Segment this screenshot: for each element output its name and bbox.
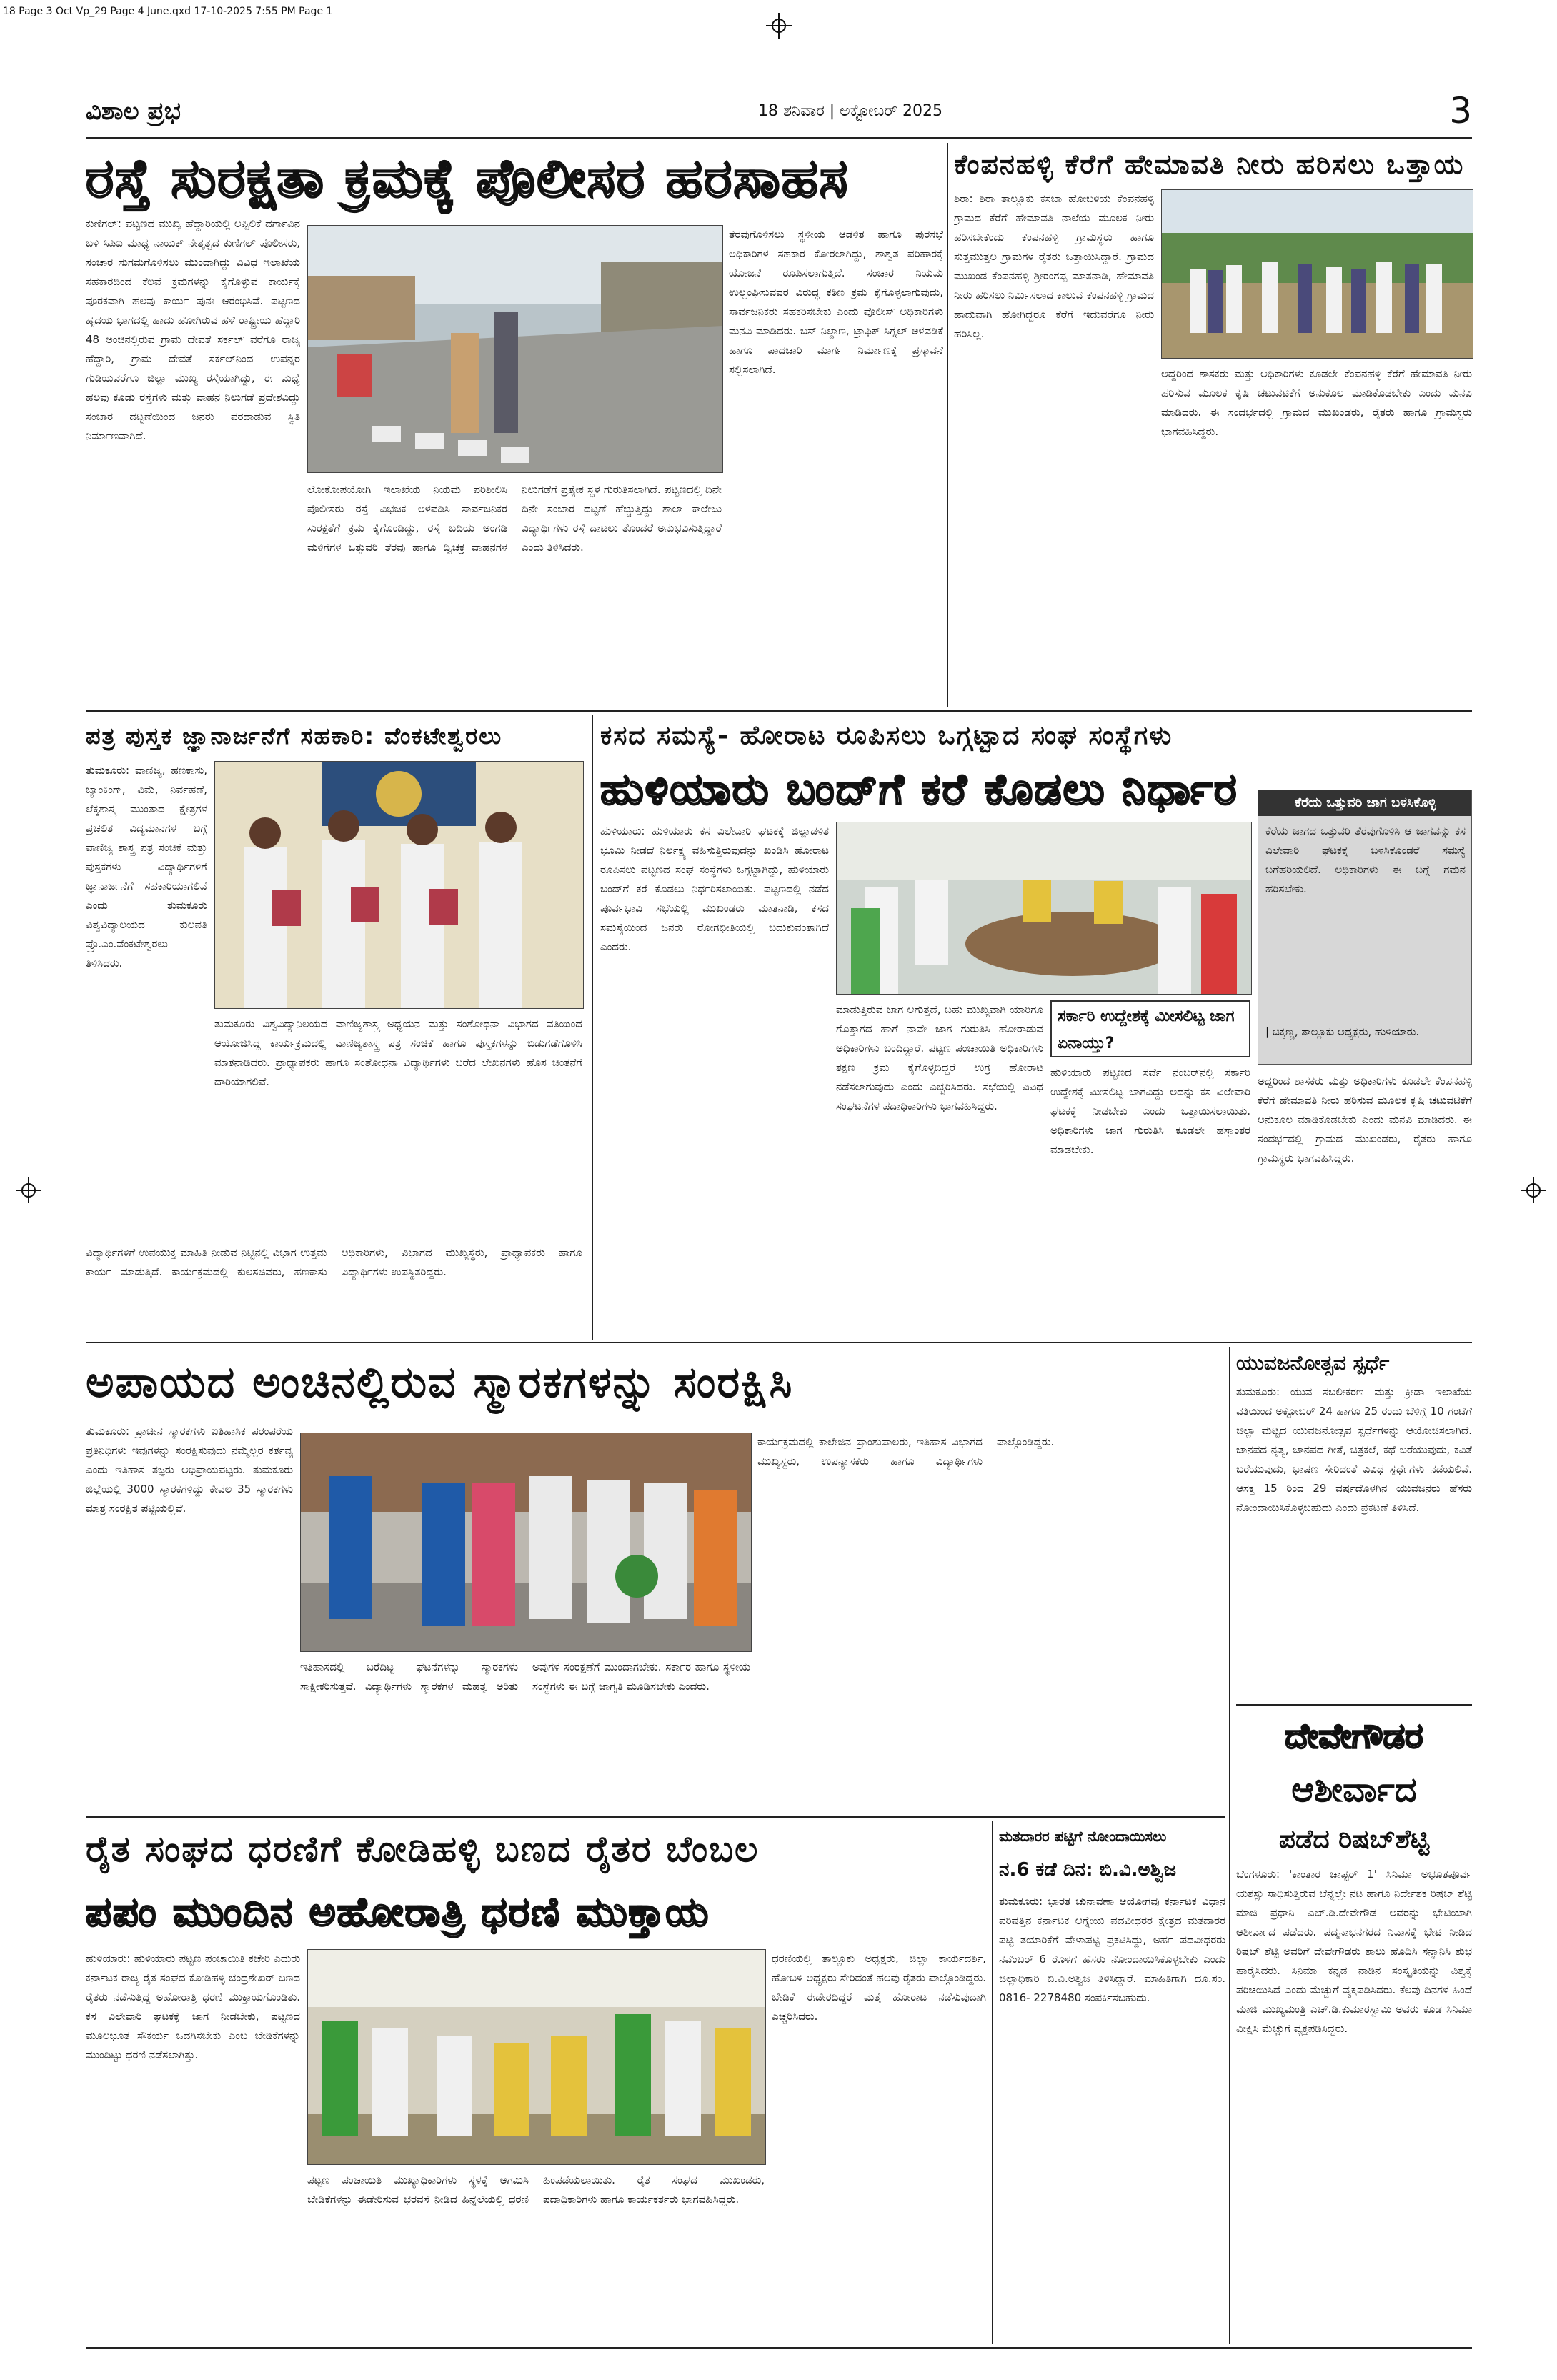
horizontal-rule-2 (86, 1342, 1472, 1343)
farmers-protest-photo (1161, 189, 1473, 359)
devegowda-headline-3: ಪಡೆದ ರಿಷಬ್‌ಶೆಟ್ಟಿ (1278, 1825, 1430, 1854)
monuments-body-3: ಕಾರ್ಯಕ್ರಮದಲ್ಲಿ ಕಾಲೇಜಿನ ಪ್ರಾಂಶುಪಾಲರು, ಇತಿಹಾಸ ವಿಭಾಗದ ಮುಖ್ಯಸ್ಥರು, ಉಪನ್ಯಾಸಕರು ಹಾಗೂ ವಿದ್ಯಾರ್ಥಿಗಳು ಪಾಲ್ಗೊಂಡಿದ್ದರು. (757, 1435, 1055, 1468)
farmers-body-2: ಪಟ್ಟಣ ಪಂಚಾಯಿತಿ ಮುಖ್ಯಾಧಿಕಾರಿಗಳು ಸ್ಥಳಕ್ಕೆ ಆಗಮಿಸಿ ಬೇಡಿಕೆಗಳನ್ನು ಈಡೇರಿಸುವ ಭರವಸೆ ನೀಡಿದ ಹಿನ್ನೆಲೆಯಲ್ಲಿ ಧರಣಿ ಹಿಂಪಡೆಯಲಾಯಿತು. ರೈತ ಸಂಘದ ಮುಖಂಡರು, ಪದಾಧಿಕಾರಿಗಳು ಹಾಗೂ ಕಾರ್ಯಕರ್ತರು ಭಾಗವಹಿಸಿದ್ದರು. (307, 2174, 765, 2206)
voters-headline: ನ.6 ಕಡೆ ದಿನ: ಬಿ.ವಿ.ಅಶ್ವಿಜ (999, 1859, 1177, 1881)
column-rule-3 (1229, 1347, 1230, 2344)
road-safety-body-3: ತೆರವುಗೊಳಿಸಲು ಸ್ಥಳೀಯ ಆಡಳಿತ ಹಾಗೂ ಪುರಸಭೆ ಅಧಿಕಾರಿಗಳ ಸಹಕಾರ ಕೋರಲಾಗಿದ್ದು, ಶಾಶ್ವತ ಪರಿಹಾರಕ್ಕೆ ಯೋಜನೆ ರೂಪಿಸಲಾಗುತ್ತಿದೆ. ಸಂಚಾರ ನಿಯಮ ಉಲ್ಲಂಘಿಸುವವರ ವಿರುದ್ಧ ಕಠಿಣ ಕ್ರಮ ಕೈಗೊಳ್ಳಲಾಗುವುದು, ಸಾರ್ವಜನಿಕರು ಸಹಕರಿಸಬೇಕು ಎಂದು ಪೊಲೀಸ್ ಅಧಿಕಾರಿಗಳು ಮನವಿ ಮಾಡಿದರು. ಬಸ್ ನಿಲ್ದಾಣ, ಟ್ರಾಫಿಕ್ ಸಿಗ್ನಲ್ ಅಳವಡಿಕೆ ಹಾಗೂ ಪಾದಚಾರಿ ಮಾರ್ಗ ನಿರ್ಮಾಣಕ್ಕೆ ಪ್ರಸ್ತಾವನೆ ಸಲ್ಲಿಸಲಾಗಿದೆ. (729, 228, 943, 376)
monuments-body-1: ತುಮಕೂರು: ಪ್ರಾಚೀನ ಸ್ಮಾರಕಗಳು ಐತಿಹಾಸಿಕ ಪರಂಪರೆಯ ಪ್ರತಿನಿಧಿಗಳು ಇವುಗಳನ್ನು ಸಂರಕ್ಷಿಸುವುದು ನಮ್ಮೆಲ್ಲರ ಕರ್ತವ್ಯ ಎಂದು ಇತಿಹಾಸ ತಜ್ಞರು ಅಭಿಪ್ರಾಯಪಟ್ಟರು. ತುಮಕೂರು ಜಿಲ್ಲೆಯಲ್ಲಿ 3000 ಸ್ಮಾರಕಗಳಿದ್ದು ಕೇವಲ 35 ಸ್ಮಾರಕಗಳು ಮಾತ್ರ ಸಂರಕ್ಷಿತ ಪಟ್ಟಿಯಲ್ಲಿವೆ. (86, 1425, 293, 1515)
road-safety-body-1: ಕುಣಿಗಲ್: ಪಟ್ಟಣದ ಮುಖ್ಯ ಹೆದ್ದಾರಿಯಲ್ಲಿ ಅಪ್ಪಿಲಿಕೆ ದರ್ಗಾವಿನ ಬಳಿ ಸಿಪಿಐ ಮಾಧ್ಯ ನಾಯಕ್ ನೇತೃತ್ವದ ಕುಣಿಗಲ್ ಪೊಲೀಸರು, ಸಂಚಾರ ಸುಗಮಗೊಳಿಸಲು ಮುಂದಾಗಿದ್ದು ವಿವಿಧ ಇಲಾಖೆಯ ಸಹಕಾರದಿಂದ ಕೆಲವೆ ಕ್ರಮಗಳನ್ನು ಕೈಗೊಳ್ಳುವ ಕಾರ್ಯಕ್ಕೆ ಪೂರಕವಾಗಿ ಹಲವು ಕಾರ್ಯ ಪುನಃ ಆರಂಭಿಸಿವೆ. ಪಟ್ಟಣದ ಹೃದಯ ಭಾಗದಲ್ಲಿ ಹಾದು ಹೋಗಿರುವ ಹಳೆ ರಾಷ್ಟ್ರೀಯ ಹೆದ್ದಾರಿ 48 ಅಂಚಿನಲ್ಲಿರುವ ಗ್ರಾಮ ದೇವತೆ ಸರ್ಕಲ್ ವರೆಗೂ ರಾಜ್ಯ ಹೆದ್ದಾರಿ, ಗ್ರಾಮ ದೇವತೆ ಸರ್ಕಲ್‌ನಿಂದ ಉಪನ್ನರ ಗುಡಿಯವರೆಗೂ ಜಿಲ್ಲಾ ಮುಖ್ಯ ರಸ್ತೆಯಾಗಿದ್ದು, ಈ ಮಧ್ಯೆ ಹಲವು ಕೂಡು ರಸ್ತೆಗಳು ಮತ್ತು ವಾಹನ ನಿಲುಗಡೆ ಪ್ರದೇಶವಿದ್ದು ಸಂಚಾರ ದಟ್ಟಣೆಯಿಂದ ಜನರು ಪರದಾಡುವ ಸ್ಥಿತಿ ನಿರ್ಮಾಣವಾಗಿದೆ. (86, 217, 300, 442)
yuvajanotsava-body: ತುಮಕೂರು: ಯುವ ಸಬಲೀಕರಣ ಮತ್ತು ಕ್ರೀಡಾ ಇಲಾಖೆಯ ವತಿಯಿಂದ ಅಕ್ಟೋಬರ್ 24 ಹಾಗೂ 25 ರಂದು ಬೆಳಿಗ್ಗೆ 10 ಗಂಟೆಗೆ ಜಿಲ್ಲಾ ಮಟ್ಟದ ಯುವಜನೋತ್ಸವ ಸ್ಪರ್ಧೆಗಳನ್ನು ಆಯೋಜಿಸಲಾಗಿದೆ. ಜಾನಪದ ನೃತ್ಯ, ಜಾನಪದ ಗೀತೆ, ಚಿತ್ರಕಲೆ, ಕಥೆ ಬರೆಯುವುದು, ಕವಿತೆ ಬರೆಯುವುದು, ಭಾಷಣ ಸೇರಿದಂತೆ ವಿವಿಧ ಸ್ಪರ್ಧೆಗಳು ನಡೆಯಲಿವೆ. ಆಸಕ್ತ 15 ರಿಂದ 29 ವರ್ಷದೊಳಗಿನ ಯುವಜನರು ಹೆಸರು ನೋಂದಾಯಿಸಿಕೊಳ್ಳಬಹುದು ಎಂದು ಪ್ರಕಟಣೆ ತಿಳಿಸಿದೆ. (1236, 1385, 1472, 1514)
page-number: 3 (1449, 90, 1472, 131)
horizontal-rule-3 (1236, 1704, 1472, 1706)
book-release-photo (214, 761, 584, 1009)
meeting-photo (836, 822, 1252, 995)
sidebar-quote-credit: | ಚಿಕ್ಕಣ್ಣ, ತಾಲ್ಲೂಕು ಅಧ್ಯಕ್ಷರು, ಹುಳಿಯಾರು. (1265, 1025, 1420, 1038)
print-slug: 18 Page 3 Oct Vp_29 Page 4 June.qxd 17-10-2025 7:55 PM Page 1 (3, 6, 333, 17)
paper-name: ವಿಶಾಲ ಪ್ರಭ (86, 97, 181, 126)
sidebar-quote-box (1258, 790, 1472, 1065)
road-safety-body-2: ಲೋಕೋಪಯೋಗಿ ಇಲಾಖೆಯ ನಿಯಮ ಪರಿಶೀಲಿಸಿ ಪೊಲೀಸರು ರಸ್ತೆ ವಿಭಜಕ ಅಳವಡಿಸಿ ಸಾರ್ವಜನಿಕರ ಸುರಕ್ಷತೆಗೆ ಕ್ರಮ ಕೈಗೊಂಡಿದ್ದು, ರಸ್ತೆ ಬದಿಯ ಅಂಗಡಿ ಮಳಿಗೆಗಳ ಒತ್ತುವರಿ ತೆರವು ಹಾಗೂ ದ್ವಿಚಕ್ರ ವಾಹನಗಳ ನಿಲುಗಡೆಗೆ ಪ್ರತ್ಯೇಕ ಸ್ಥಳ ಗುರುತಿಸಲಾಗಿದೆ. ಪಟ್ಟಣದಲ್ಲಿ ದಿನೇ ದಿನೇ ಸಂಚಾರ ದಟ್ಟಣೆ ಹೆಚ್ಚುತ್ತಿದ್ದು ಶಾಲಾ ಕಾಲೇಜು ವಿದ್ಯಾರ್ಥಿಗಳು ರಸ್ತೆ ದಾಟಲು ತೊಂದರೆ ಅನುಭವಿಸುತ್ತಿದ್ದಾರೆ ಎಂದು ತಿಳಿಸಿದರು. (307, 483, 722, 554)
registration-mark-right (1521, 1177, 1546, 1203)
group-photo (300, 1433, 752, 1652)
sidebar-quote-title: ಕೆರೆಯ ಒತ್ತುವರಿ ಜಾಗ ಬಳಸಿಕೊಳ್ಳಿ (1258, 790, 1472, 816)
huliyaru-body-3: ಹುಳಿಯಾರು ಪಟ್ಟಣದ ಸರ್ವೆ ನಂಬರ್‌ನಲ್ಲಿ ಸರ್ಕಾರಿ ಉದ್ದೇಶಕ್ಕೆ ಮೀಸಲಿಟ್ಟ ಜಾಗವಿದ್ದು ಅದನ್ನು ಕಸ ವಿಲೇವಾರಿ ಘಟಕಕ್ಕೆ ನೀಡಬೇಕು ಎಂದು ಒತ್ತಾಯಿಸಲಾಯಿತು. ಅಧಿಕಾರಿಗಳು ಜಾಗ ಗುರುತಿಸಿ ಕೂಡಲೇ ಹಸ್ತಾಂತರ ಮಾಡಬೇಕು. (1050, 1066, 1250, 1156)
farmers-body-1: ಹುಳಿಯಾರು: ಹುಳಿಯಾರು ಪಟ್ಟಣ ಪಂಚಾಯಿತಿ ಕಚೇರಿ ಎದುರು ಕರ್ನಾಟಕ ರಾಜ್ಯ ರೈತ ಸಂಘದ ಕೋಡಿಹಳ್ಳಿ ಚಂದ್ರಶೇಖರ್ ಬಣದ ರೈತರು ನಡೆಸುತ್ತಿದ್ದ ಅಹೋರಾತ್ರಿ ಧರಣಿ ಮುಕ್ತಾಯಗೊಂಡಿತು. ಕಸ ವಿಲೇವಾರಿ ಘಟಕಕ್ಕೆ ಜಾಗ ನೀಡಬೇಕು, ಪಟ್ಟಣದ ಮೂಲಭೂತ ಸೌಕರ್ಯ ಒದಗಿಸಬೇಕು ಎಂಬ ಬೇಡಿಕೆಗಳನ್ನು ಮುಂದಿಟ್ಟು ಧರಣಿ ನಡೆಸಲಾಗಿತ್ತು. (86, 1952, 300, 2061)
horizontal-rule-1 (86, 710, 1472, 712)
monuments-headline: ಅಪಾಯದ ಅಂಚಿನಲ್ಲಿರುವ ಸ್ಮಾರಕಗಳನ್ನು ಸಂರಕ್ಷಿಸಿ (86, 1358, 794, 1408)
dharna-photo (307, 1949, 766, 2165)
voters-kicker: ಮತದಾರರ ಪಟ್ಟಿಗೆ ನೋಂದಾಯಿಸಲು (999, 1828, 1167, 1845)
farmers-headline-1: ರೈತ ಸಂಘದ ಧರಣಿಗೆ ಕೋಡಿಹಳ್ಳಿ ಬಣದ ರೈತರ ಬೆಂಬಲ (86, 1828, 760, 1870)
page-bottom-rule (86, 2347, 1472, 2349)
huliyaru-kicker: ಕಸದ ಸಮಸ್ಯೆ- ಹೋರಾಟ ರೂಪಿಸಲು ಒಗ್ಗಟ್ಟಾದ ಸಂಘ ಸಂಸ್ಥೆಗಳು (600, 721, 1173, 750)
registration-mark-top (766, 13, 792, 39)
registration-mark-left (16, 1177, 41, 1203)
monuments-body-2: ಇತಿಹಾಸದಲ್ಲಿ ಬರೆದಿಟ್ಟ ಘಟನೆಗಳನ್ನು ಸ್ಮಾರಕಗಳು ಸಾಕ್ಷೀಕರಿಸುತ್ತವೆ. ವಿದ್ಯಾರ್ಥಿಗಳು ಸ್ಮಾರಕಗಳ ಮಹತ್ವ ಅರಿತು ಅವುಗಳ ಸಂರಕ್ಷಣೆಗೆ ಮುಂದಾಗಬೇಕು. ಸರ್ಕಾರ ಹಾಗೂ ಸ್ಥಳೀಯ ಸಂಸ್ಥೆಗಳು ಈ ಬಗ್ಗೆ ಜಾಗೃತಿ ಮೂಡಿಸಬೇಕು ಎಂದರು. (300, 1660, 750, 1693)
devegowda-headline-1: ದೇವೇಗೌಡರ (1285, 1716, 1423, 1756)
hemavathi-body-1: ಶಿರಾ: ಶಿರಾ ತಾಲ್ಲೂಕು ಕಸಬಾ ಹೋಬಳಿಯ ಕೆಂಪನಹಳ್ಳಿ ಗ್ರಾಮದ ಕೆರೆಗೆ ಹೇಮಾವತಿ ನಾಲೆಯ ಮೂಲಕ ನೀರು ಹರಿಸಬೇಕೆಂದು ಕೆಂಪನಹಳ್ಳಿ ಗ್ರಾಮಸ್ಥರು ಹಾಗೂ ಸುತ್ತಮುತ್ತಲ ಗ್ರಾಮಗಳ ರೈತರು ಒತ್ತಾಯಿಸಿದ್ದಾರೆ. ಗ್ರಾಮದ ಮುಖಂಡ ಕೆಂಪನಹಳ್ಳಿ ಶ್ರೀರಂಗಪ್ಪ ಮಾತನಾಡಿ, ಹೇಮಾವತಿ ನೀರು ಹರಿಸಲು ನಿರ್ಮಿಸಲಾದ ಕಾಲುವೆ ಕೆಂಪನಹಳ್ಳಿ ಗ್ರಾಮದ ಹಾದುವಾಗಿ ಹೋಗಿದ್ದರೂ ಕೆರೆಗೆ ಇದುವರೆಗೂ ನೀರು ಹರಿಸಿಲ್ಲ. (954, 192, 1154, 340)
books-body-1: ತುಮಕೂರು: ವಾಣಿಜ್ಯ, ಹಣಕಾಸು, ಬ್ಯಾಂಕಿಂಗ್, ವಿಮೆ, ನಿರ್ವಹಣೆ, ಲೆಕ್ಕಶಾಸ್ತ್ರ ಮುಂತಾದ ಕ್ಷೇತ್ರಗಳ ಪ್ರಚಲಿತ ವಿದ್ಯಮಾನಗಳ ಬಗ್ಗೆ ವಾಣಿಜ್ಯ ಶಾಸ್ತ್ರ ಪತ್ರ ಸಂಚಿಕೆ ಮತ್ತು ಪುಸ್ತಕಗಳು ವಿದ್ಯಾರ್ಥಿಗಳಿಗೆ ಜ್ಞಾನಾರ್ಜನೆಗೆ ಸಹಕಾರಿಯಾಗಲಿವೆ ಎಂದು ತುಮಕೂರು ವಿಶ್ವವಿದ್ಯಾಲಯದ ಕುಲಪತಿ ಪ್ರೊ.ಎಂ.ವೆಂಕಟೇಶ್ವರಲು ತಿಳಿಸಿದರು. (86, 764, 207, 970)
road-work-photo (307, 225, 723, 473)
issue-date: 18 ಶನಿವಾರ | ಅಕ್ಟೋಬರ್ 2025 (757, 102, 943, 120)
masthead (86, 86, 1472, 136)
hemavathi-headline: ಕೆಂಪನಹಳ್ಳಿ ಕೆರೆಗೆ ಹೇಮಾವತಿ ನೀರು ಹರಿಸಲು ಒತ್ತಾಯ (954, 149, 1465, 180)
devegowda-body: ಬೆಂಗಳೂರು: 'ಕಾಂತಾರ ಚಾಪ್ಟರ್ 1' ಸಿನಿಮಾ ಅಭೂತಪೂರ್ವ ಯಶಸ್ಸು ಸಾಧಿಸುತ್ತಿರುವ ಬೆನ್ನಲ್ಲೇ ನಟ ಹಾಗೂ ನಿರ್ದೇಶಕ ರಿಷಬ್ ಶೆಟ್ಟಿ ಮಾಜಿ ಪ್ರಧಾನಿ ಎಚ್.ಡಿ.ದೇವೇಗೌಡ ಅವರನ್ನು ಭೇಟಿಯಾಗಿ ಆಶೀರ್ವಾದ ಪಡೆದರು. ಪದ್ಮನಾಭನಗರದ ನಿವಾಸಕ್ಕೆ ಭೇಟಿ ನೀಡಿದ ರಿಷಬ್ ಶೆಟ್ಟಿ ಅವರಿಗೆ ದೇವೇಗೌಡರು ಶಾಲು ಹೊದಿಸಿ ಸನ್ಮಾನಿಸಿ ಶುಭ ಹಾರೈಸಿದರು. ಸಿನಿಮಾ ಕನ್ನಡ ನಾಡಿನ ಸಂಸ್ಕೃತಿಯನ್ನು ವಿಶ್ವಕ್ಕೆ ಪರಿಚಯಿಸಿದೆ ಎಂದು ಮೆಚ್ಚುಗೆ ವ್ಯಕ್ತಪಡಿಸಿದರು. ಕೆಲವು ದಿನಗಳ ಹಿಂದೆ ಮಾಜಿ ಮುಖ್ಯಮಂತ್ರಿ ಎಚ್.ಡಿ.ಕುಮಾರಸ್ವಾಮಿ ಅವರು ಕೂಡ ಸಿನಿಮಾ ವೀಕ್ಷಿಸಿ ಮೆಚ್ಚುಗೆ ವ್ಯಕ್ತಪಡಿಸಿದ್ದರು. (1236, 1868, 1472, 2035)
huliyaru-body-2: ಮಾಡುತ್ತಿರುವ ಜಾಗ ಆಗುತ್ತದೆ, ಬಹು ಮುಖ್ಯವಾಗಿ ಯಾರಿಗೂ ಗೊತ್ತಾಗದ ಹಾಗೆ ನಾವೇ ಜಾಗ ಗುರುತಿಸಿ ಹೋರಾಡುವ ಅಧಿಕಾರಿಗಳು ಬಂದಿದ್ದಾರೆ. ಪಟ್ಟಣ ಪಂಚಾಯಿತಿ ಅಧಿಕಾರಿಗಳು ತಕ್ಷಣ ಕ್ರಮ ಕೈಗೊಳ್ಳದಿದ್ದರೆ ಉಗ್ರ ಹೋರಾಟ ನಡೆಸಲಾಗುವುದು ಎಂದು ಎಚ್ಚರಿಸಿದರು. ಸಭೆಯಲ್ಲಿ ವಿವಿಧ ಸಂಘಟನೆಗಳ ಪದಾಧಿಕಾರಿಗಳು ಭಾಗವಹಿಸಿದ್ದರು. (836, 1003, 1043, 1112)
farmers-headline-2: ಪಪಂ ಮುಂದಿನ ಅಹೋರಾತ್ರಿ ಧರಣಿ ಮುಕ್ತಾಯ (86, 1889, 710, 1936)
books-body-3: ವಿದ್ಯಾರ್ಥಿಗಳಿಗೆ ಉಪಯುಕ್ತ ಮಾಹಿತಿ ನೀಡುವ ನಿಟ್ಟಿನಲ್ಲಿ ವಿಭಾಗ ಉತ್ತಮ ಕಾರ್ಯ ಮಾಡುತ್ತಿದೆ. ಕಾರ್ಯಕ್ರಮದಲ್ಲಿ ಕುಲಸಚಿವರು, ಹಣಕಾಸು ಅಧಿಕಾರಿಗಳು, ವಿಭಾಗದ ಮುಖ್ಯಸ್ಥರು, ಪ್ರಾಧ್ಯಾಪಕರು ಹಾಗೂ ವಿದ್ಯಾರ್ಥಿಗಳು ಉಪಸ್ಥಿತರಿದ್ದರು. (86, 1246, 582, 1278)
sidebar-quote-text: ಕೆರೆಯ ಜಾಗದ ಒತ್ತುವರಿ ತೆರವುಗೊಳಿಸಿ ಆ ಜಾಗವನ್ನು ಕಸ ವಿಲೇವಾರಿ ಘಟಕಕ್ಕೆ ಬಳಸಿಕೊಂಡರೆ ಸಮಸ್ಯೆ ಬಗೆಹರಿಯಲಿದೆ. ಅಧಿಕಾರಿಗಳು ಈ ಬಗ್ಗೆ ಗಮನ ಹರಿಸಬೇಕು. (1265, 825, 1466, 895)
column-rule-2 (592, 715, 593, 1340)
huliyaru-body-4: ಅದ್ದರಿಂದ ಶಾಸಕರು ಮತ್ತು ಅಧಿಕಾರಿಗಳು ಕೂಡಲೇ ಕೆಂಪನಹಳ್ಳಿ ಕೆರೆಗೆ ಹೇಮಾವತಿ ನೀರು ಹರಿಸುವ ಮೂಲಕ ಕೃಷಿ ಚಟುವಟಿಕೆಗೆ ಅನುಕೂಲ ಮಾಡಿಕೊಡಬೇಕು ಎಂದು ಮನವಿ ಮಾಡಿದರು. ಈ ಸಂದರ್ಭದಲ್ಲಿ ಗ್ರಾಮದ ಮುಖಂಡರು, ರೈತರು ಹಾಗೂ ಗ್ರಾಮಸ್ಥರು ಭಾಗವಹಿಸಿದ್ದರು. (1258, 1075, 1472, 1165)
column-rule-1 (947, 143, 948, 707)
huliyaru-subhead: ಸರ್ಕಾರಿ ಉದ್ದೇಶಕ್ಕೆ ಮೀಸಲಿಟ್ಟ ಜಾಗ ಏನಾಯ್ತು? (1050, 1000, 1250, 1057)
masthead-rule (86, 137, 1472, 139)
huliyaru-headline: ಹುಳಿಯಾರು ಬಂದ್‌ಗೆ ಕರೆ ಕೊಡಲು ನಿರ್ಧಾರ (600, 765, 1238, 815)
devegowda-headline-2: ಆಶೀರ್ವಾದ (1291, 1770, 1417, 1810)
horizontal-rule-4 (86, 1816, 1225, 1818)
hemavathi-body-2: ಅದ್ದರಿಂದ ಶಾಸಕರು ಮತ್ತು ಅಧಿಕಾರಿಗಳು ಕೂಡಲೇ ಕೆಂಪನಹಳ್ಳಿ ಕೆರೆಗೆ ಹೇಮಾವತಿ ನೀರು ಹರಿಸುವ ಮೂಲಕ ಕೃಷಿ ಚಟುವಟಿಕೆಗೆ ಅನುಕೂಲ ಮಾಡಿಕೊಡಬೇಕು ಎಂದು ಮನವಿ ಮಾಡಿದರು. ಈ ಸಂದರ್ಭದಲ್ಲಿ ಗ್ರಾಮದ ಮುಖಂಡರು, ರೈತರು ಹಾಗೂ ಗ್ರಾಮಸ್ಥರು ಭಾಗವಹಿಸಿದ್ದರು. (1161, 367, 1472, 438)
books-body-2: ತುಮಕೂರು ವಿಶ್ವವಿದ್ಯಾನಿಲಯದ ವಾಣಿಜ್ಯಶಾಸ್ತ್ರ ಅಧ್ಯಯನ ಮತ್ತು ಸಂಶೋಧನಾ ವಿಭಾಗದ ವತಿಯಿಂದ ಆಯೋಜಿಸಿದ್ದ ಕಾರ್ಯಕ್ರಮದಲ್ಲಿ ವಾಣಿಜ್ಯಶಾಸ್ತ್ರ ಪತ್ರ ಸಂಚಿಕೆ ಹಾಗೂ ಪುಸ್ತಕಗಳನ್ನು ಬಿಡುಗಡೆಗೊಳಿಸಿ ಮಾತನಾಡಿದರು. ಪ್ರಾಧ್ಯಾಪಕರು ಹಾಗೂ ಸಂಶೋಧನಾ ವಿದ್ಯಾರ್ಥಿಗಳು ಬರೆದ ಲೇಖನಗಳು ಹೊಸ ಚಿಂತನೆಗೆ ದಾರಿಯಾಗಲಿವೆ. (214, 1017, 582, 1088)
huliyaru-body-1: ಹುಳಿಯಾರು: ಹುಳಿಯಾರು ಕಸ ವಿಲೇವಾರಿ ಘಟಕಕ್ಕೆ ಜಿಲ್ಲಾಡಳಿತ ಭೂಮಿ ನೀಡದೆ ನಿರ್ಲಕ್ಷ್ಯ ವಹಿಸುತ್ತಿರುವುದನ್ನು ಖಂಡಿಸಿ ಹೋರಾಟ ರೂಪಿಸಲು ಪಟ್ಟಣದ ಸಂಘ ಸಂಸ್ಥೆಗಳು ಒಗ್ಗಟ್ಟಾಗಿದ್ದು, ಹುಳಿಯಾರು ಬಂದ್‌ಗೆ ಕರೆ ಕೊಡಲು ನಿರ್ಧರಿಸಲಾಯಿತು. ಪಟ್ಟಣದಲ್ಲಿ ನಡೆದ ಪೂರ್ವಭಾವಿ ಸಭೆಯಲ್ಲಿ ಮುಖಂಡರು ಮಾತನಾಡಿ, ಕಸದ ಸಮಸ್ಯೆಯಿಂದ ಜನರು ರೋಗಭೀತಿಯಲ್ಲಿ ಬದುಕುವಂತಾಗಿದೆ ಎಂದರು. (600, 825, 829, 953)
books-headline: ಪತ್ರ ಪುಸ್ತಕ ಜ್ಞಾನಾರ್ಜನೆಗೆ ಸಹಕಾರಿ: ವೆಂಕಟೇಶ್ವರಲು (86, 722, 503, 750)
column-rule-4 (992, 1821, 993, 2344)
voters-body: ತುಮಕೂರು: ಭಾರತ ಚುನಾವಣಾ ಆಯೋಗವು ಕರ್ನಾಟಕ ವಿಧಾನ ಪರಿಷತ್ತಿನ ಕರ್ನಾಟಕ ಆಗ್ನೇಯ ಪದವೀಧರರ ಕ್ಷೇತ್ರದ ಮತದಾರರ ಪಟ್ಟಿ ತಯಾರಿಕೆಗೆ ವೇಳಾಪಟ್ಟಿ ಪ್ರಕಟಿಸಿದ್ದು, ಅರ್ಹ ಪದವೀಧರರು ನವೆಂಬರ್ 6 ರೊಳಗೆ ಹೆಸರು ನೋಂದಾಯಿಸಿಕೊಳ್ಳಬೇಕು ಎಂದು ಜಿಲ್ಲಾಧಿಕಾರಿ ಬಿ.ವಿ.ಅಶ್ವಿಜ ತಿಳಿಸಿದ್ದಾರೆ. ಮಾಹಿತಿಗಾಗಿ ದೂ.ಸಂ. 0816- 2278480 ಸಂಪರ್ಕಿಸಬಹುದು. (999, 1895, 1225, 2004)
road-safety-headline: ರಸ್ತೆ ಸುರಕ್ಷತಾ ಕ್ರಮಕ್ಕೆ ಪೊಲೀಸರ ಹರಸಾಹಸ (86, 148, 850, 209)
yuvajanotsava-headline: ಯುವಜನೋತ್ಸವ ಸ್ಪರ್ಧೆ (1236, 1351, 1390, 1375)
farmers-body-3: ಧರಣಿಯಲ್ಲಿ ತಾಲ್ಲೂಕು ಅಧ್ಯಕ್ಷರು, ಜಿಲ್ಲಾ ಕಾರ್ಯದರ್ಶಿ, ಹೋಬಳಿ ಅಧ್ಯಕ್ಷರು ಸೇರಿದಂತೆ ಹಲವು ರೈತರು ಪಾಲ್ಗೊಂಡಿದ್ದರು. ಬೇಡಿಕೆ ಈಡೇರದಿದ್ದರೆ ಮತ್ತೆ ಹೋರಾಟ ನಡೆಸುವುದಾಗಿ ಎಚ್ಚರಿಸಿದರು. (772, 1952, 986, 2023)
